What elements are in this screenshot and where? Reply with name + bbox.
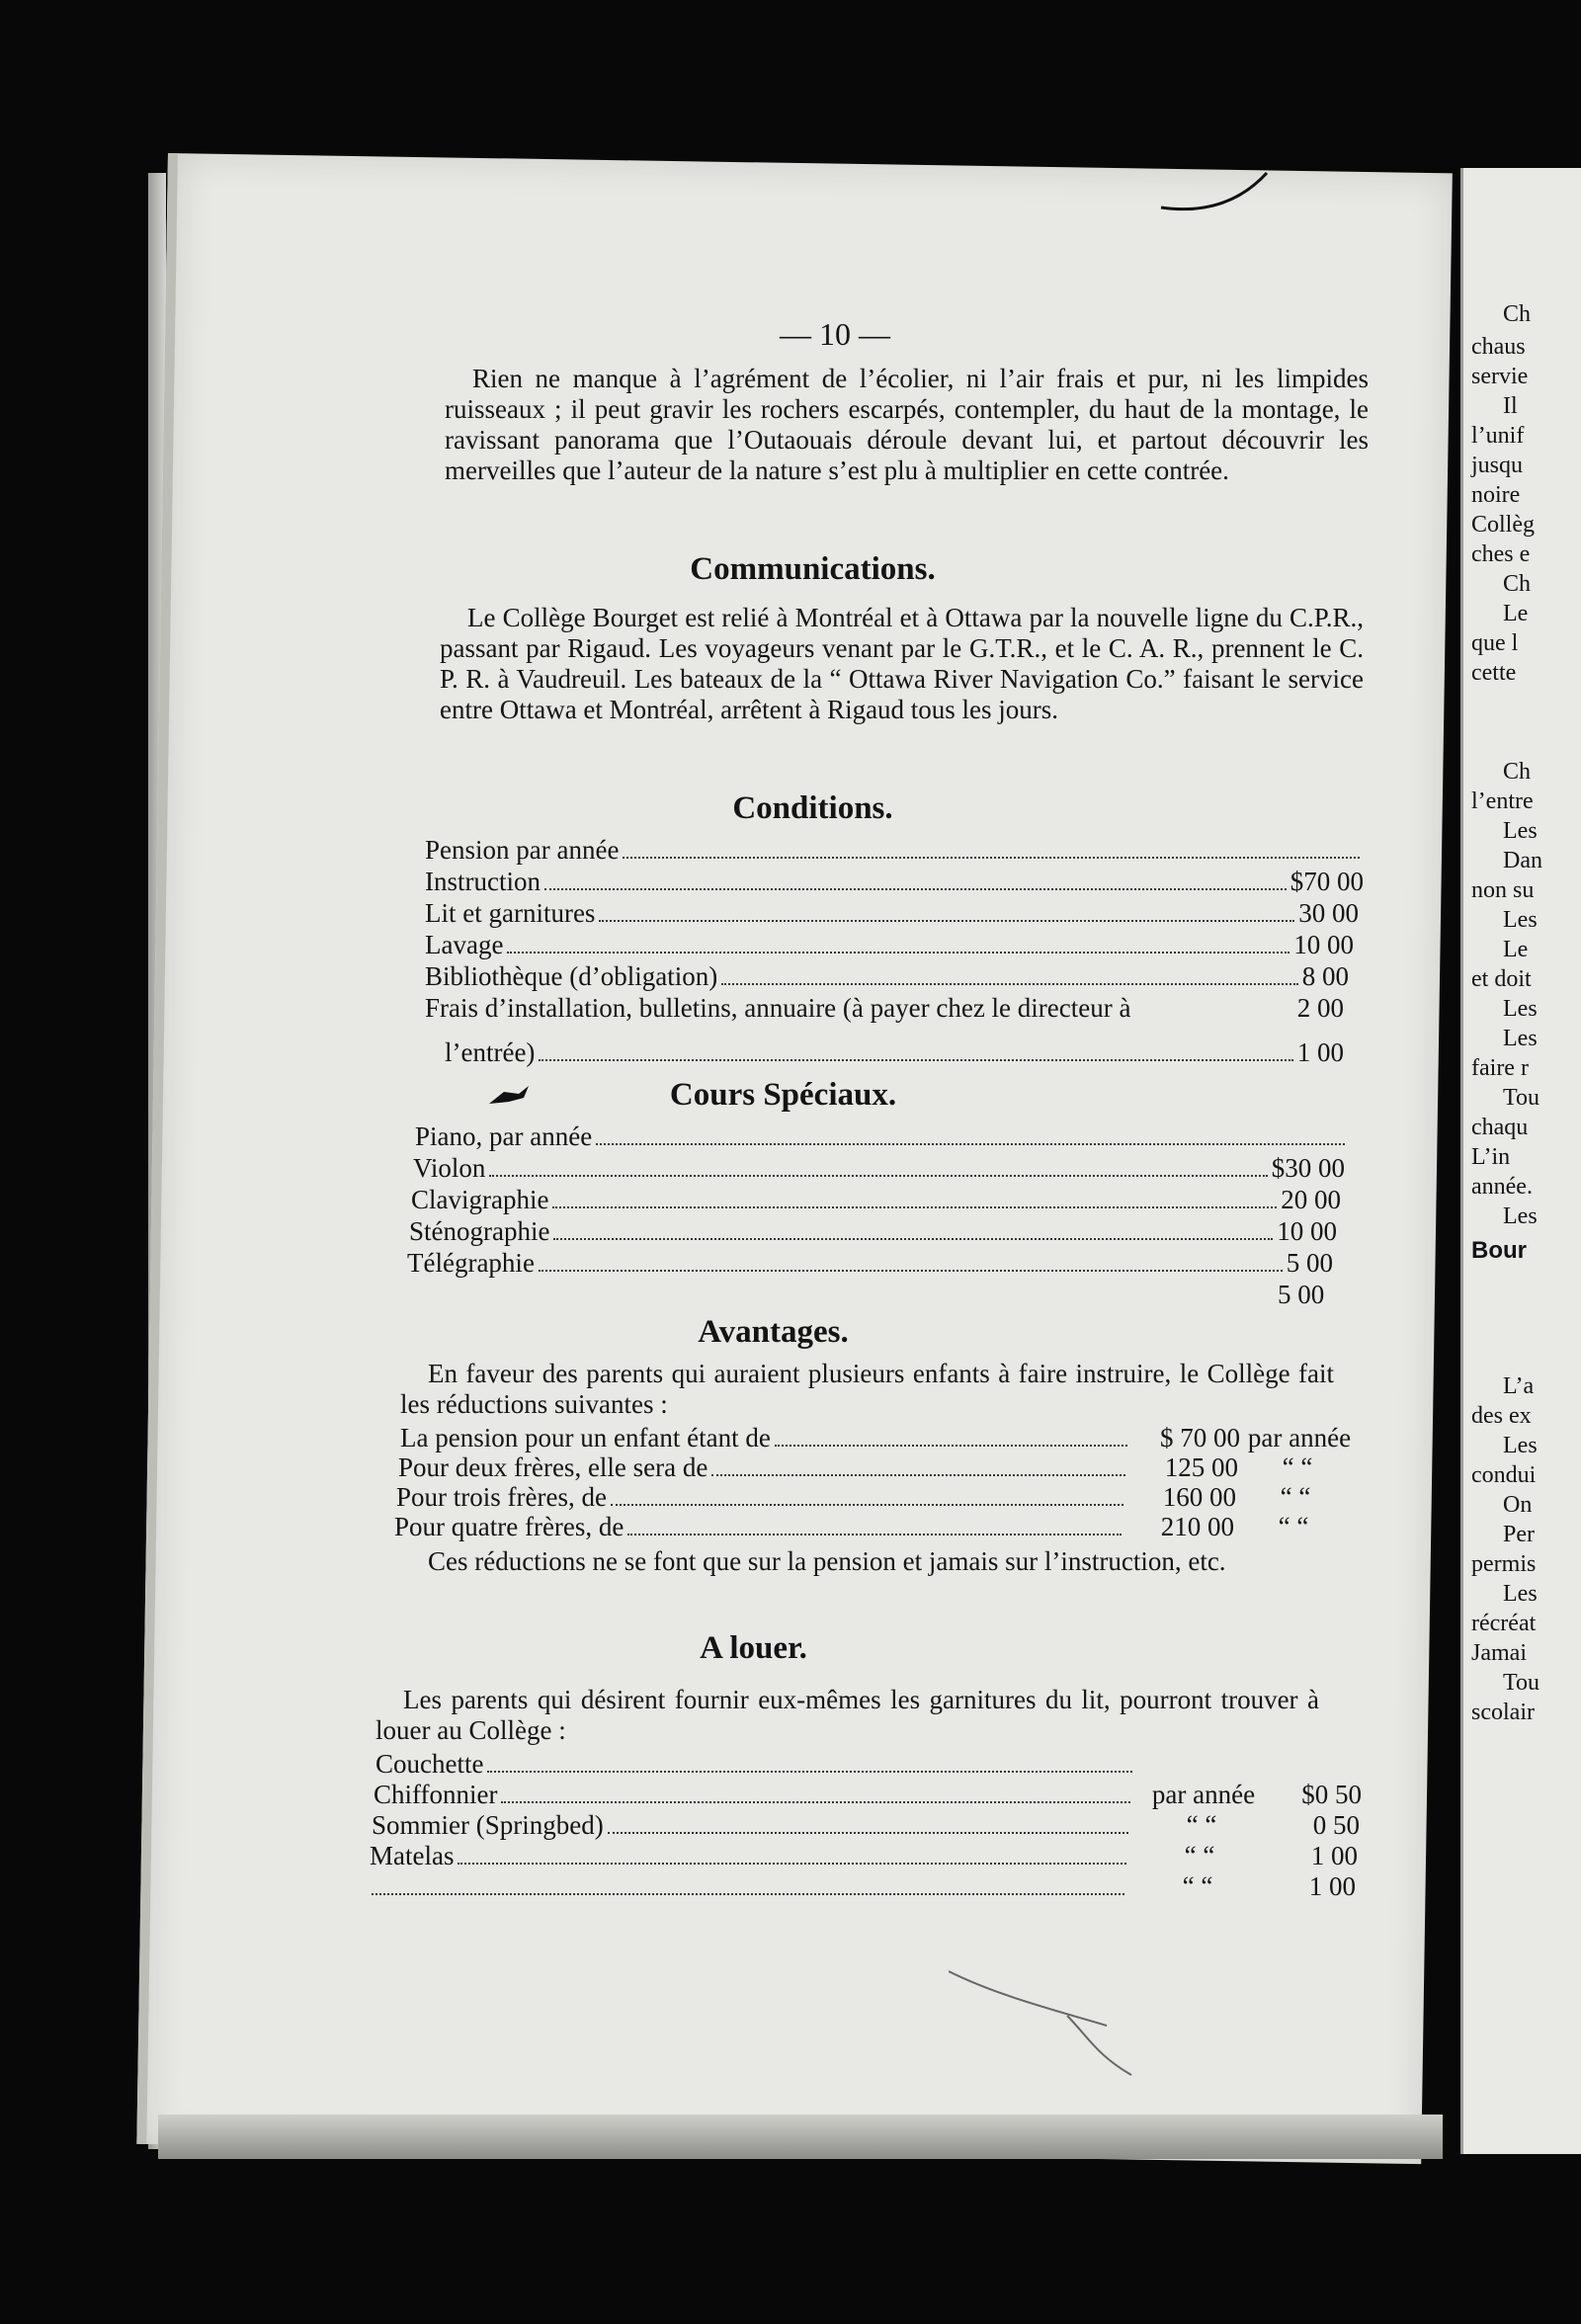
cours-row — [411, 1185, 1341, 1215]
avantages-amount: $ 70 00 — [1160, 1423, 1240, 1452]
right-page-text: chaqu — [1471, 1115, 1529, 1140]
right-page-text: Les — [1503, 996, 1538, 1022]
avantages-label: Pour deux frères, elle sera de — [398, 1452, 708, 1482]
right-page-text: ches e — [1471, 541, 1531, 567]
avantages-unit: “ “ — [1278, 1512, 1309, 1541]
avantages-note: Ces réductions ne se font que sur la pension et jamais sur l’instruction, etc. — [428, 1546, 1226, 1576]
right-page-text: Bour — [1471, 1237, 1527, 1264]
conditions-row — [445, 1038, 1344, 1068]
dot-leader — [627, 1534, 1122, 1536]
a-louer-unit: “ “ — [1186, 1810, 1217, 1840]
dot-leader — [544, 888, 1287, 890]
conditions-row — [425, 867, 1364, 897]
right-page-text: Collèg — [1471, 512, 1535, 538]
dot-leader — [487, 1771, 1132, 1773]
right-page-text: Per — [1503, 1522, 1535, 1547]
right-page-text: noire — [1471, 482, 1521, 508]
right-page-text: que l — [1471, 630, 1519, 656]
dot-leader — [711, 1474, 1125, 1476]
cours-amount: 20 00 — [1281, 1185, 1341, 1214]
a-louer-label: Sommier (Springbed) — [372, 1810, 604, 1840]
right-page-text: Il — [1503, 393, 1518, 419]
right-page-text: année. — [1471, 1174, 1533, 1200]
pen-mark — [1156, 168, 1275, 227]
a-louer-row — [372, 1810, 1360, 1841]
a-louer-heading: A louer. — [700, 1630, 807, 1666]
right-page-text: et doit — [1471, 966, 1532, 992]
a-louer-amount: 1 00 — [1308, 1871, 1356, 1901]
a-louer-unit: par année — [1151, 1780, 1256, 1809]
conditions-label: Lavage — [425, 930, 504, 959]
conditions-amount: $70 00 — [1290, 867, 1364, 896]
cours-row — [415, 1121, 1349, 1152]
conditions-label: Frais d’installation, bulletins, annuaire (à payer chez le directeur à — [425, 993, 1131, 1023]
avantages-row — [398, 1452, 1357, 1483]
right-page-text: condui — [1471, 1462, 1537, 1488]
avantages-unit: “ “ — [1282, 1452, 1313, 1482]
communications-heading: Communications. — [690, 551, 936, 587]
conditions-row — [425, 961, 1349, 992]
right-page-text: l’unif — [1471, 423, 1525, 449]
a-louer-label: Chiffonnier — [374, 1780, 498, 1809]
avantages-row — [394, 1512, 1353, 1542]
avantages-unit: “ “ — [1280, 1482, 1311, 1512]
cours-amount: 5 00 — [1286, 1248, 1333, 1278]
avantages-amount: 125 00 — [1164, 1452, 1238, 1482]
avantages-label: La pension pour un enfant étant de — [400, 1423, 771, 1452]
conditions-amount: 1 00 — [1296, 1038, 1344, 1067]
dot-leader — [596, 1143, 1345, 1145]
conditions-label: Pension par année — [425, 835, 620, 865]
right-page-text: Tou — [1503, 1085, 1539, 1111]
conditions-label: Instruction — [425, 867, 541, 896]
right-page-text: Dan — [1503, 848, 1542, 873]
right-page-text: Jamai — [1471, 1640, 1527, 1666]
right-page-text: Les — [1503, 1581, 1538, 1607]
right-page-text: Ch — [1503, 759, 1532, 785]
right-page-text: scolair — [1471, 1700, 1535, 1725]
right-page-text: Les — [1503, 907, 1538, 933]
cours-row — [407, 1248, 1333, 1279]
a-louer-row — [374, 1780, 1362, 1810]
right-page-text: Ch — [1503, 301, 1532, 327]
conditions-heading: Conditions. — [732, 790, 893, 826]
a-louer-unit: “ “ — [1182, 1871, 1213, 1901]
avantages-heading: Avantages. — [698, 1314, 849, 1350]
dot-leader — [489, 1175, 1267, 1177]
right-page-text: cette — [1471, 660, 1517, 686]
cours-amount: 10 00 — [1277, 1216, 1337, 1246]
right-page-text: Le — [1503, 601, 1529, 626]
conditions-amount: 8 00 — [1301, 961, 1349, 991]
right-page-text: L’a — [1503, 1373, 1535, 1399]
right-page-fragment — [1460, 168, 1581, 2154]
conditions-label: l’entrée) — [445, 1038, 536, 1067]
avantages-amount: 210 00 — [1160, 1512, 1234, 1541]
dot-leader — [458, 1863, 1126, 1865]
right-page-text: Tou — [1503, 1670, 1539, 1696]
conditions-row — [425, 835, 1364, 866]
right-page-text: non su — [1471, 877, 1535, 903]
right-page-text: Ch — [1503, 571, 1532, 597]
cours-row — [413, 1153, 1345, 1184]
cours-amount: $30 00 — [1271, 1153, 1345, 1183]
a-louer-unit: “ “ — [1184, 1841, 1215, 1870]
dot-leader — [611, 1504, 1123, 1506]
dot-leader — [721, 983, 1298, 985]
right-page-text: L’in — [1471, 1144, 1511, 1170]
page-number: — 10 — — [780, 316, 890, 352]
right-page-text: Les — [1503, 1433, 1538, 1458]
pencil-scratch — [949, 1966, 1146, 2085]
avantages-amount: 160 00 — [1162, 1482, 1236, 1512]
right-page-text: jusqu — [1471, 453, 1524, 478]
cours-row — [409, 1216, 1337, 1247]
dot-leader — [599, 920, 1294, 922]
right-page-text: des ex — [1471, 1403, 1532, 1429]
cours-label: Violon — [413, 1153, 486, 1183]
right-page-text: servie — [1471, 364, 1529, 389]
a-louer-amount: $0 50 — [1301, 1780, 1362, 1809]
dot-leader — [553, 1238, 1273, 1240]
page-bottom-edge — [158, 2115, 1443, 2159]
right-page-text: Les — [1503, 1026, 1538, 1051]
avantages-label: Pour quatre frères, de — [394, 1512, 624, 1541]
cours-speciaux-heading: Cours Spéciaux. — [669, 1077, 897, 1113]
right-page-text: chaus — [1471, 334, 1526, 360]
intro-paragraph: Rien ne manque à l’agrément de l’écolier, ni l’air frais et pur, ni les limpides ruisseaux ; il peut gravir les rochers escarpés, contempler, du haut de la montage, le ravissant panorama que l’Outaouais déroule devant lui, et partout découvrir les merveilles que l’auteur de la nature s’est plu à multiplier en cette contrée. — [445, 364, 1369, 485]
a-louer-amount: 1 00 — [1310, 1841, 1358, 1870]
conditions-label: Lit et garnitures — [425, 898, 596, 928]
cours-label: Télégraphie — [407, 1248, 535, 1278]
avantages-label: Pour trois frères, de — [396, 1482, 607, 1512]
avantages-unit: par année — [1247, 1423, 1352, 1452]
conditions-row — [425, 993, 1344, 1024]
conditions-label: Bibliothèque (d’obligation) — [425, 961, 718, 991]
conditions-amount: 2 00 — [1296, 993, 1344, 1023]
right-page-text: Le — [1503, 937, 1529, 962]
conditions-amount: 10 00 — [1293, 930, 1354, 959]
right-page-text: Les — [1503, 1204, 1538, 1229]
right-page-text: faire r — [1471, 1055, 1529, 1081]
right-page-text: Les — [1503, 818, 1538, 844]
a-louer-label: Couchette — [375, 1749, 484, 1779]
dot-leader — [539, 1059, 1292, 1061]
right-page-text: On — [1503, 1492, 1533, 1518]
a-louer-intro: Les parents qui désirent fournir eux-mêmes les garnitures du lit, pourront trouver à louer au Collège : — [375, 1685, 1319, 1745]
dot-leader — [775, 1445, 1127, 1447]
dot-leader — [552, 1206, 1277, 1208]
avantages-row — [396, 1482, 1355, 1513]
a-louer-row — [375, 1749, 1364, 1780]
a-louer-row — [370, 1841, 1358, 1871]
cours-extra-amount: 5 00 — [1278, 1280, 1325, 1309]
conditions-amount: 30 00 — [1298, 898, 1359, 928]
dot-leader — [372, 1893, 1124, 1895]
dot-leader — [501, 1801, 1130, 1803]
conditions-row — [425, 898, 1359, 929]
dot-leader — [539, 1270, 1283, 1272]
right-page-text: permis — [1471, 1551, 1537, 1577]
cours-label: Clavigraphie — [411, 1185, 549, 1214]
cours-label: Piano, par année — [415, 1121, 593, 1151]
avantages-intro: En faveur des parents qui auraient plusieurs enfants à faire instruire, le Collège fait les réductions suivantes : — [400, 1359, 1334, 1419]
dot-leader — [608, 1832, 1128, 1834]
avantages-row — [400, 1423, 1359, 1453]
right-page-text: l’entre — [1471, 788, 1534, 814]
communications-text: Le Collège Bourget est relié à Montréal et à Ottawa par la nouvelle ligne du C.P.R., passant par Rigaud. Les voyageurs venant par le G.T.R., et le C. A. R., prennent le C. P. R. à Vaudreuil. Les bateaux de la “ Ottawa River Navigation Co.” faisant le service entre Ottawa et Montréal, arrêtent à Rigaud tous les jours. — [440, 603, 1364, 724]
conditions-row — [425, 930, 1354, 960]
dot-leader — [623, 857, 1360, 859]
a-louer-amount: 0 50 — [1312, 1810, 1360, 1840]
a-louer-label: Matelas — [370, 1841, 455, 1870]
dot-leader — [507, 952, 1290, 954]
a-louer-row — [368, 1871, 1356, 1902]
right-page-text: récréat — [1471, 1611, 1537, 1636]
cours-label: Sténographie — [409, 1216, 550, 1246]
